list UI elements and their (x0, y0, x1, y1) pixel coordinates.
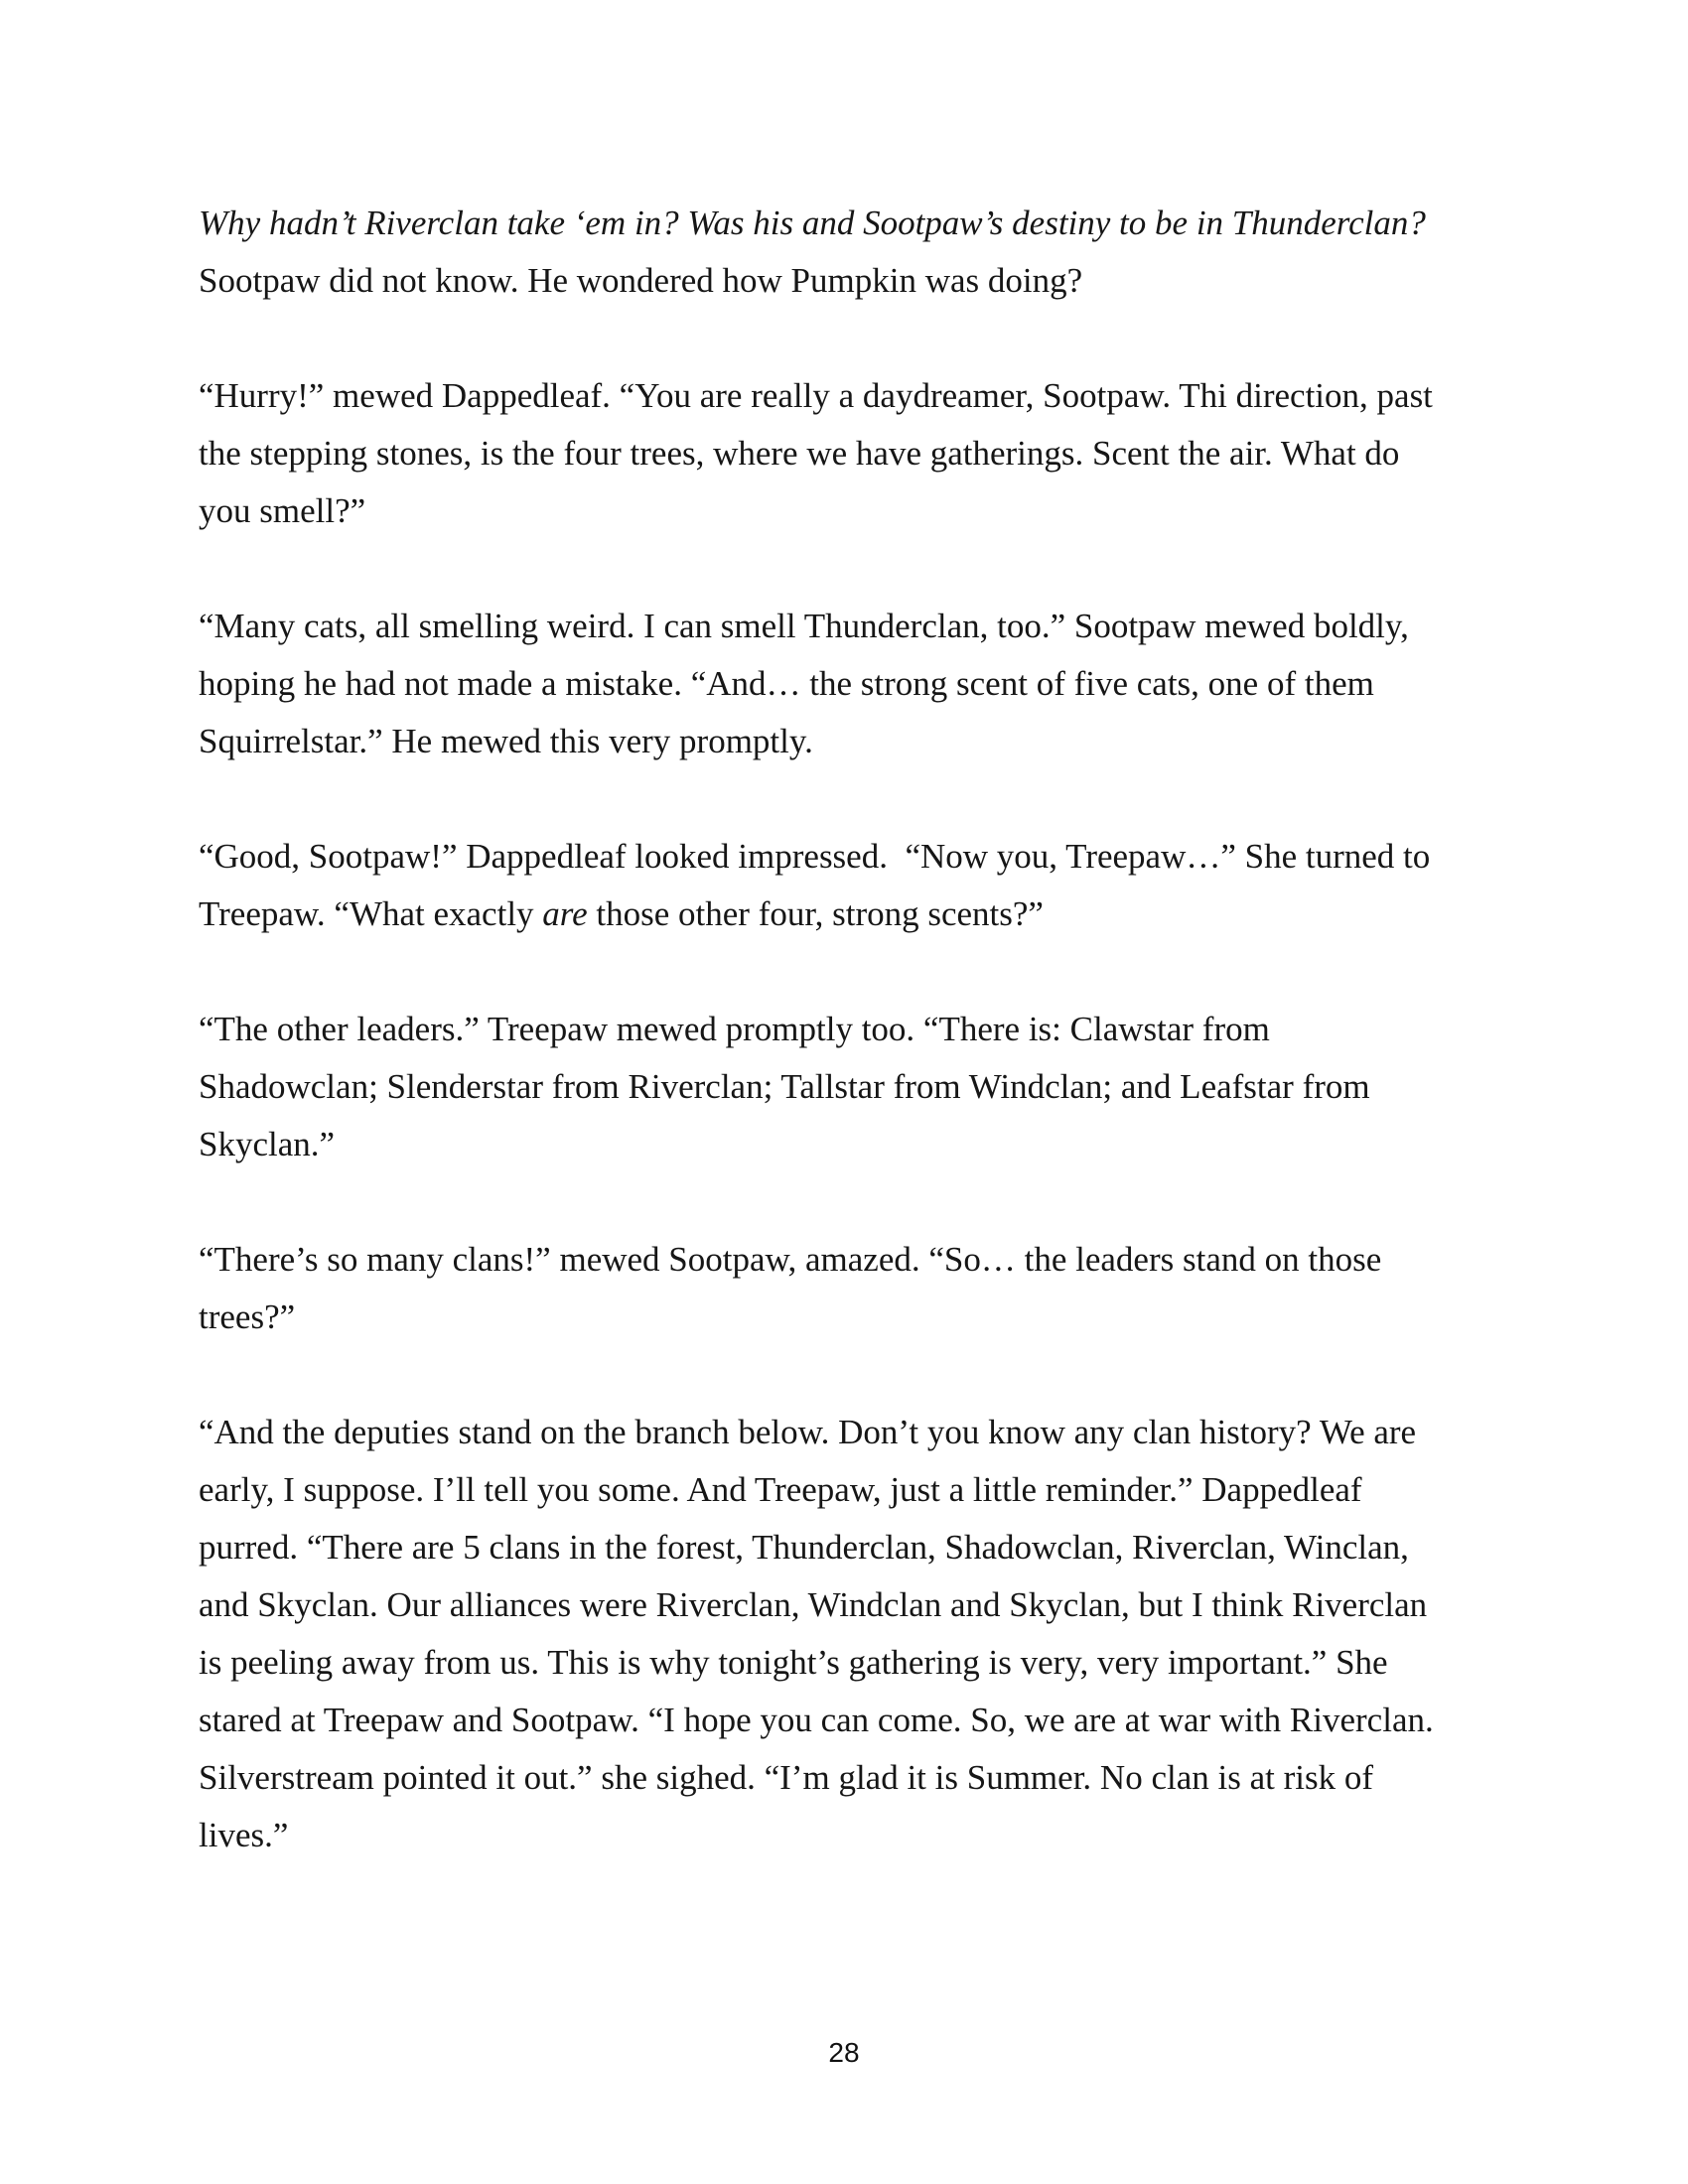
text-run: “Good, Sootpaw!” Dappedleaf looked impressed. “Now you, Treepaw…” She turned to (199, 837, 1431, 876)
page-number: 28 (828, 2037, 860, 2068)
text-run: the stepping stones, is the four trees, where we have gatherings. Scent the air. What do (199, 434, 1400, 473)
text-line (199, 482, 1489, 540)
text-line (199, 1231, 1489, 1289)
text-line (199, 1749, 1489, 1807)
text-line (199, 1404, 1489, 1461)
italic-text-run: Why hadn’t Riverclan take ‘em in? Was his and Sootpaw’s destiny to be in Thunderclan? (199, 204, 1426, 242)
text-run: those other four, strong scents?” (587, 894, 1044, 933)
text-line (199, 1058, 1489, 1116)
paragraph (199, 367, 1489, 540)
text-line (199, 598, 1489, 655)
text-run: lives.” (199, 1816, 289, 1854)
paragraph (199, 598, 1489, 770)
text-run: hoping he had not made a mistake. “And… the strong scent of five cats, one of them (199, 664, 1374, 703)
text-run: “The other leaders.” Treepaw mewed promptly too. “There is: Clawstar from (199, 1010, 1270, 1048)
paragraph (199, 195, 1489, 310)
text-line (199, 713, 1489, 770)
italic-text-run: are (542, 894, 588, 933)
text-line (199, 425, 1489, 482)
text-run: Squirrelstar.” He mewed this very promptly. (199, 722, 813, 760)
text-line (199, 828, 1489, 886)
text-run: and Skyclan. Our alliances were Riverclan, Windclan and Skyclan, but I think Riverclan (199, 1585, 1428, 1624)
text-line (199, 886, 1489, 943)
text-line (199, 195, 1489, 252)
text-run: stared at Treepaw and Sootpaw. “I hope you can come. So, we are at war with Riverclan. (199, 1701, 1434, 1739)
text-run: Shadowclan; Slenderstar from Riverclan; Tallstar from Windclan; and Leafstar from (199, 1067, 1370, 1106)
text-run: purred. “There are 5 clans in the forest, Thunderclan, Shadowclan, Riverclan, Winclan, (199, 1528, 1409, 1567)
text-line (199, 1519, 1489, 1576)
text-line (199, 1461, 1489, 1519)
paragraph (199, 1231, 1489, 1346)
text-line (199, 1116, 1489, 1173)
text-run: early, I suppose. I’ll tell you some. And Treepaw, just a little reminder.” Dappedleaf (199, 1470, 1362, 1509)
text-line (199, 655, 1489, 713)
text-run: “There’s so many clans!” mewed Sootpaw, amazed. “So… the leaders stand on those (199, 1240, 1382, 1279)
paragraph (199, 828, 1489, 943)
text-line (199, 1634, 1489, 1692)
text-run: “Hurry!” mewed Dappedleaf. “You are really a daydreamer, Sootpaw. Thi direction, past (199, 376, 1433, 415)
text-run: Treepaw. “What exactly (199, 894, 543, 933)
body-text (199, 195, 1489, 1922)
text-line (199, 1807, 1489, 1864)
text-run: “And the deputies stand on the branch below. Don’t you know any clan history? We are (199, 1413, 1417, 1451)
paragraph (199, 1404, 1489, 1864)
text-line (199, 252, 1489, 310)
text-run: you smell?” (199, 491, 366, 530)
text-line (199, 1001, 1489, 1058)
text-line (199, 1576, 1489, 1634)
text-line (199, 1692, 1489, 1749)
text-line (199, 1289, 1489, 1346)
text-line (199, 367, 1489, 425)
text-run: is peeling away from us. This is why tonight’s gathering is very, very important.” She (199, 1643, 1388, 1682)
text-run: “Many cats, all smelling weird. I can smell Thunderclan, too.” Sootpaw mewed boldly, (199, 607, 1409, 645)
text-run: trees?” (199, 1297, 296, 1336)
text-run: Sootpaw did not know. He wondered how Pumpkin was doing? (199, 261, 1083, 300)
text-run: Skyclan.” (199, 1125, 336, 1163)
text-run: Silverstream pointed it out.” she sighed. “I’m glad it is Summer. No clan is at risk of (199, 1758, 1373, 1797)
paragraph (199, 1001, 1489, 1173)
